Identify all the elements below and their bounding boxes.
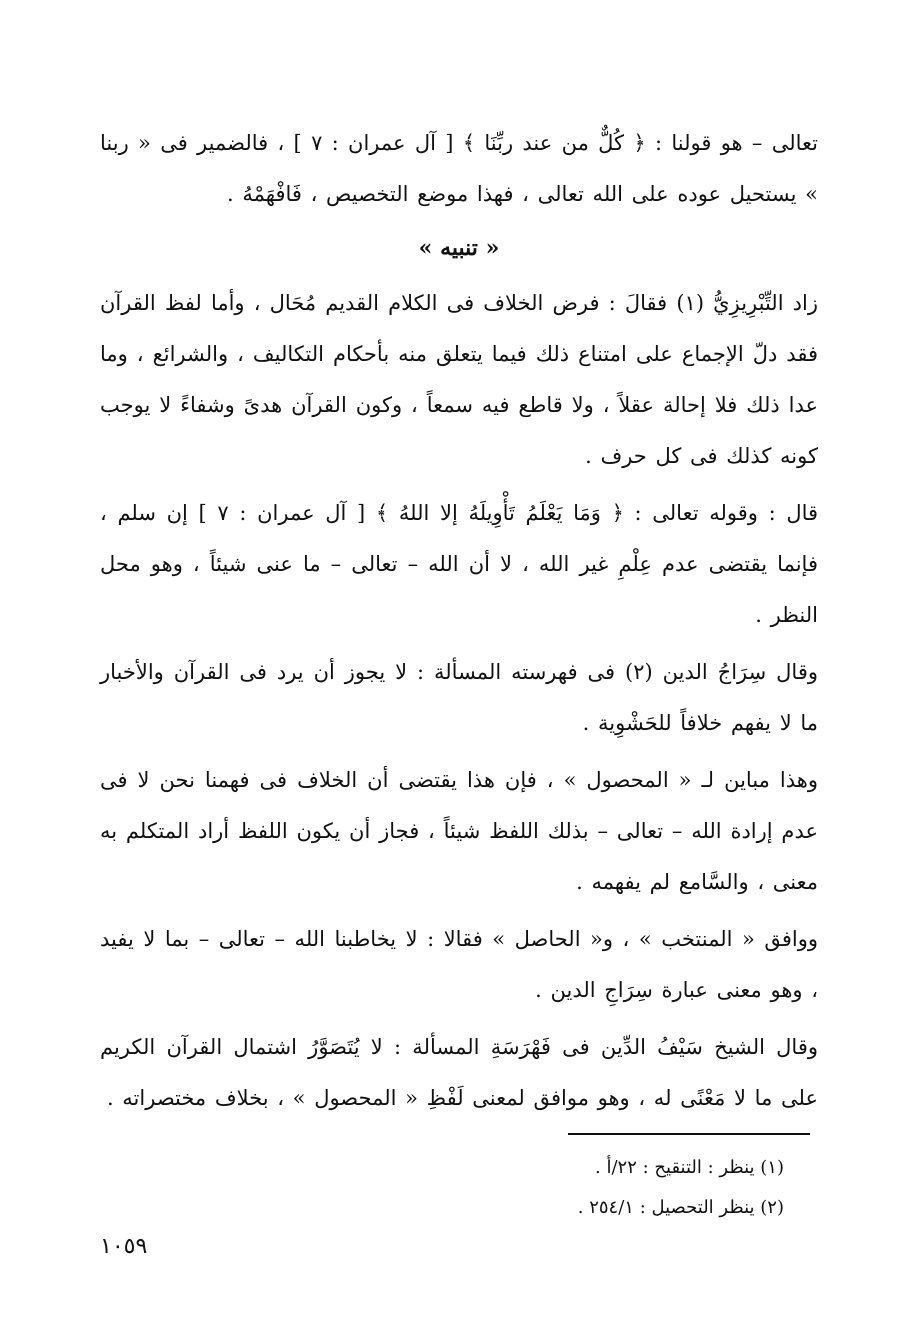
paragraph-3: قال : وقوله تعالى : ﴿ وَمَا يَعْلَمُ تَأْوِيلَهُ إلا اللهُ ﴾ [ آل عمران : ٧ ] إن سلم ، فإنما يقتضى عدم عِلْمِ غير الله ، لا أن الله – تعالى – ما عنى شيئاً ، وهو محل النظر . xyxy=(100,501,819,627)
paragraph-4: وقال سِرَاجُ الدين (٢) فى فهرسته المسألة : لا يجوز أن يرد فى القرآن والأخبار ما لا يفهم خلافاً للحَشْوِية . xyxy=(100,660,818,735)
paragraph-1: تعالى – هو قولنا : ﴿ كُلٌّ من عند ربِّنَا ﴾ [ آل عمران : ٧ ] ، فالضمير فى « ربنا » يستحيل عوده على الله تعالى ، فهذا موضع التخصيص ، فَافْهَمْهُ . xyxy=(100,131,819,206)
page-body xyxy=(100,118,818,1124)
footnote-2: (٢) ينظر التحصيل : ٢٥٤/١ . xyxy=(577,1197,784,1218)
paragraph-6: ووافق « المنتخب » ، و« الحاصل » فقالا : لا يخاطبنا الله – تعالى – بما لا يفيد ، وهو معنى عبارة سِرَاجِ الدين . xyxy=(100,927,818,1002)
paragraph-7: وقال الشيخ سَيْفُ الدِّين فى فَهْرَسَةِ المسألة : لا يُتَصَوَّرُ اشتمال القرآن الكريم على ما لا مَعْنًى له ، وهو موافق لمعنى لَفْظِ « المحصول » ، بخلاف مختصراته . xyxy=(100,1035,818,1110)
footnote-divider xyxy=(568,1133,810,1135)
footnote-1: (١) ينظر : التنقيح : ٢٢/أ . xyxy=(595,1157,784,1178)
paragraph-5: وهذا مباين لـ « المحصول » ، فإن هذا يقتضى أن الخلاف فى فهمنا نحن لا فى عدم إرادة الله – تعالى – بذلك اللفظ شيئاً ، فجاز أن يكون اللفظ أراد المتكلم به معنى ، والسَّامع لم يفهمه . xyxy=(100,768,818,894)
page-number: ١٠٥٩ xyxy=(100,1234,148,1259)
paragraph-2: زاد التِّبْرِيزِيُّ (١) فقالَ : فرض الخلاف فى الكلام القديم مُحَال ، وأما لفظ القرآن فقد دلّ الإجماع على امتناع ذلك فيما يتعلق منه بأحكام التكاليف ، والشرائع ، وما عدا ذلك فلا إحالة عقلاً ، ولا قاطع فيه سمعاً ، وكون القرآن هدىً وشفاءً لا يوجب كونه كذلك فى كل حرف . xyxy=(100,291,818,468)
footnotes xyxy=(100,1148,784,1228)
section-heading: « تنبيه » xyxy=(418,235,500,261)
